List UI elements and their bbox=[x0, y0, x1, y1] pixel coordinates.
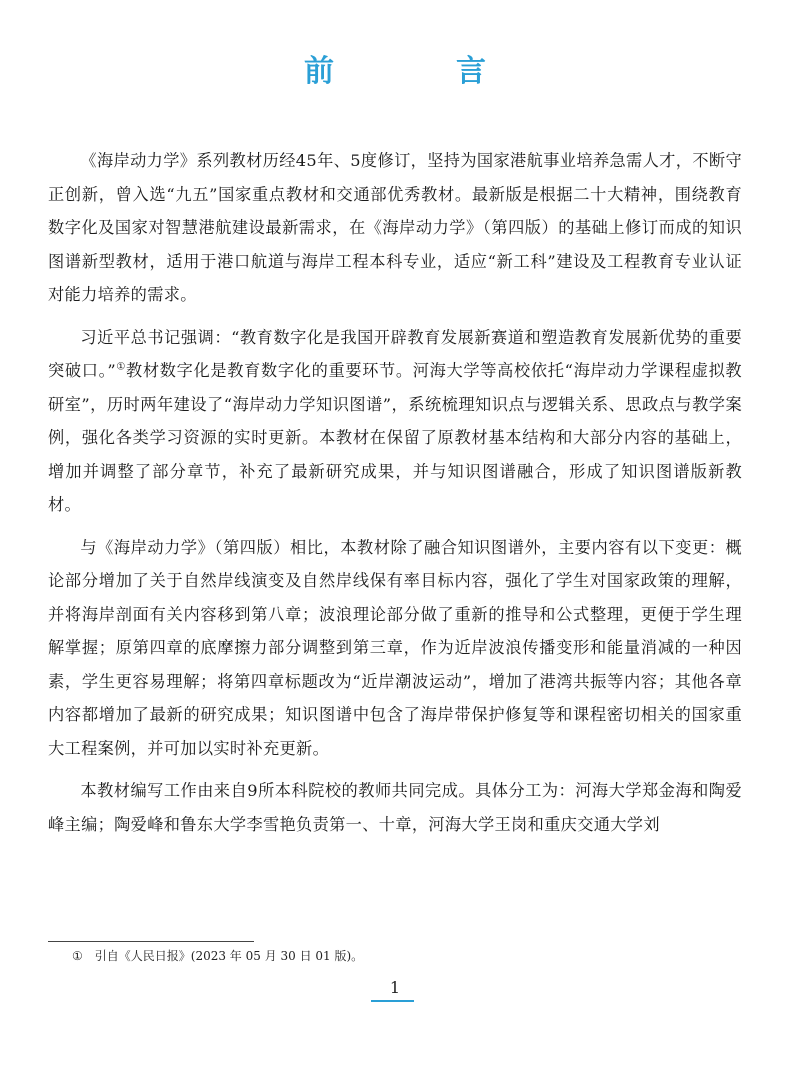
paragraph-4: 本教材编写工作由来自9所本科院校的教师共同完成。具体分工为：河海大学郑金海和陶爱峰主编；陶爱峰和鲁东大学李雪艳负责第一、十章，河海大学王岗和重庆交通大学刘 bbox=[48, 781, 742, 834]
footnote-divider bbox=[48, 941, 254, 942]
paragraph-1: 《海岸动力学》系列教材历经45年、5度修订，坚持为国家港航事业培养急需人才，不断守正创新，曾入选“九五”国家重点教材和交通部优秀教材。最新版是根据二十大精神，围绕教育数字化及国家对智慧港航建设最新需求，在《海岸动力学》（第四版）的基础上修订而成的知识图谱新型教材，适用于港口航道与海岸工程本科专业，适应“新工科”建设及工程教育专业认证对能力培养的需求。 bbox=[48, 151, 742, 304]
footnote-text: 引自《人民日报》(2023 年 05 月 30 日 01 版)。 bbox=[94, 949, 364, 963]
page-title: 前 言 bbox=[304, 54, 532, 89]
paragraph-2-text-after: 教材数字化是教育数字化的重要环节。河海大学等高校依托“海岸动力学课程虚拟教研室”，历时两年建设了“海岸动力学知识图谱”，系统梳理知识点与逻辑关系、思政点与教学案例，强化各类学习资源的实时更新。本教材在保留了原教材基本结构和大部分内容的基础上，增加并调整了部分章节，补充了最新研究成果，并与知识图谱融合，形成了知识图谱版新教材。 bbox=[48, 361, 742, 514]
footnote-mark: ① bbox=[72, 949, 83, 963]
page-number: 1 bbox=[389, 978, 401, 997]
paragraph-3: 与《海岸动力学》（第四版）相比，本教材除了融合知识图谱外，主要内容有以下变更：概论部分增加了关于自然岸线演变及自然岸线保有率目标内容，强化了学生对国家政策的理解，并将海岸剖面有关内容移到第八章；波浪理论部分做了重新的推导和公式整理，更便于学生理解掌握；原第四章的底摩擦力部分调整到第三章，作为近岸波浪传播变形和能量消减的一种因素，学生更容易理解；将第四章标题改为“近岸潮波运动”，增加了港湾共振等内容；其他各章内容都增加了最新的研究成果；知识图谱中包含了海岸带保护修复等和课程密切相关的国家重大工程案例，并可加以实时补充更新。 bbox=[48, 537, 742, 758]
body-text bbox=[48, 144, 742, 850]
paragraph-2 bbox=[48, 321, 742, 522]
page-number-underline bbox=[371, 1000, 414, 1002]
footnote bbox=[72, 947, 363, 965]
paragraph-2-text-before: 习近平总书记强调：“教育数字化是我国开辟教育发展新赛道和塑造教育发展新优势的重要突破口。” bbox=[48, 327, 742, 380]
footnote-reference: ① bbox=[116, 361, 126, 373]
